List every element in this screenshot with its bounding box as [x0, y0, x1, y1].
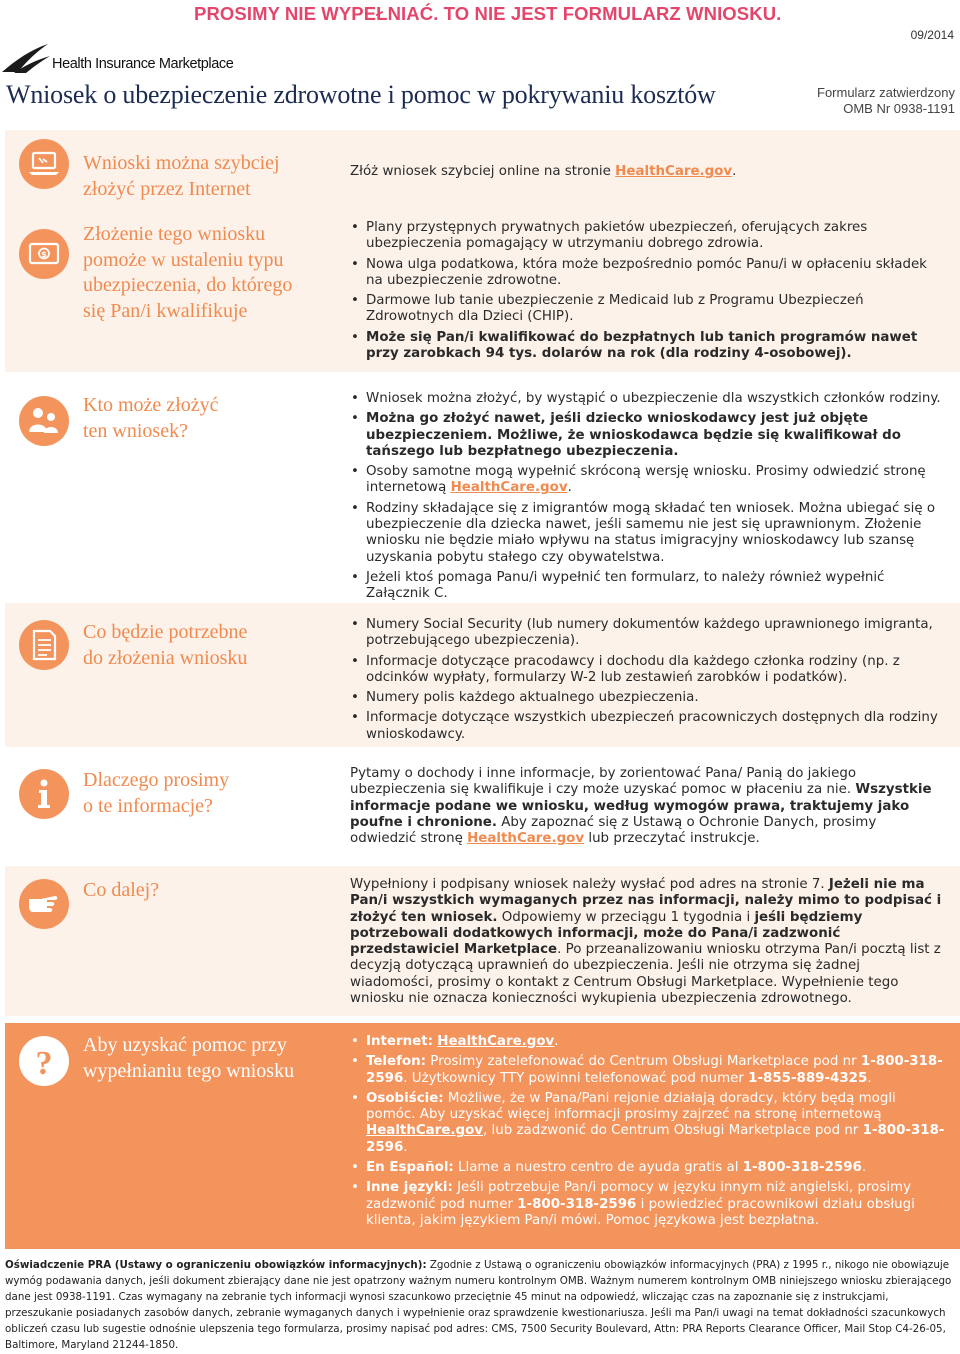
healthcare-gov-link[interactable]: HealthCare.gov	[615, 164, 733, 179]
list-item	[350, 1160, 945, 1176]
next-text	[350, 877, 945, 1007]
marketplace-logo-text: Health Insurance Marketplace	[52, 56, 234, 72]
document-icon	[19, 620, 69, 670]
list-item	[350, 1091, 945, 1156]
not-a-form-warning: PROSIMY NIE WYPEŁNIAĆ. TO NIE JEST FORMULARZ WNIOSKU.	[194, 3, 782, 24]
form-date: 09/2014	[910, 28, 954, 42]
why-text	[350, 766, 945, 847]
help-list	[350, 220, 945, 366]
phone-text: Prosimy zatelefonować do Centrum Obsługi Marketplace pod nr	[426, 1054, 861, 1070]
spanish-end: .	[861, 1160, 867, 1176]
in-person-text-2: , lub zadzwonić do Centrum Obsługi Marketplace pod nr	[483, 1123, 863, 1139]
pointing-hand-icon	[19, 879, 69, 929]
online-text	[350, 164, 945, 180]
other-languages-text-2: i powiedzieć pracownikowi działu obsługi klienta, jakim językiem Pan/i mówi. Pomoc językowa jest bezpłatna.	[366, 1196, 915, 1228]
online-text-end: .	[732, 164, 737, 179]
question-icon	[19, 1036, 69, 1086]
people-icon	[19, 396, 69, 446]
money-icon	[19, 229, 69, 279]
in-person-end: .	[403, 1139, 408, 1155]
in-person-number[interactable]: 1-800-318-2596	[366, 1123, 945, 1155]
help-heading-line: pomoże w ustaleniu typu	[83, 248, 284, 271]
help-heading	[83, 222, 292, 324]
online-heading	[83, 151, 280, 202]
why-text-4: lub przeczytać instrukcje.	[584, 831, 760, 847]
why-heading-line: Dlaczego prosimy	[83, 769, 230, 791]
list-item-bold: Można go złożyć nawet, jeśli dziecko wnioskodawcy jest już objęte ubezpieczeniem. Możliwe, że wnioskodawca będzie się kwalifikował do tańszego lub bezpłatnego ubezpieczenia.	[366, 411, 901, 459]
why-text-1: Pytamy o dochody i inne informacje, by zorientować Pana/ Panią do jakiego ubezpieczenia się kwalifikuje i czy może uzyskać pomoc w płaceniu za nie.	[350, 766, 857, 798]
list-item-end: .	[567, 480, 572, 496]
healthcare-gov-link[interactable]: HealthCare.gov	[437, 1034, 555, 1049]
phone-number[interactable]: 1-800-318-2596	[366, 1054, 943, 1086]
assist-heading-line: wypełnianiu tego wniosku	[83, 1059, 295, 1082]
online-text-body: Złóż wniosek szybciej online na stronie	[350, 164, 616, 179]
healthcare-gov-link[interactable]: HealthCare.gov	[366, 1123, 483, 1139]
tty-number[interactable]: 1-855-889-4325	[748, 1070, 868, 1086]
pra-statement	[5, 1257, 957, 1353]
phone-end: .	[867, 1070, 872, 1086]
section-needed	[5, 603, 960, 747]
page-title: Wniosek o ubezpieczenie zdrowotne i pomoc w pokrywaniu kosztów	[6, 80, 716, 109]
why-heading-line: o te informacje?	[83, 794, 213, 817]
pra-text: Zgodnie z Ustawą o ograniczeniu obowiązków informacyjnych (PRA) z 1995 r., nikogo nie obowiązuje wymóg podawania danych, jeśli dokument zbierający dane nie jest opatrzony ważnym numeru kontrolnym OMB. Ważnym numerem kontrolnym OMB niniejszego wniosku zbierającego dane jest 0938-1191. Czas wymagany na zebranie tych informacji wynosi szacunkowo przeciętnie 45 minut na odpowiedź, wliczając czas na zapoznanie się z instrukcjami, przeszukanie posiadanych zasobów danych, zebranie wymaganych danych i wypełnienie oraz sprawdzenie kwestionariusza. Jeśli ma Pan/i uwagi na temat dokładności szacunkowych obliczeń czasu lub sugestie odnośnie ulepszenia tego formularza, prosimy napisać pod adres: CMS, 7500 Security Boulevard, Attn: PRA Reports Clearance Officer, Mail Stop C4-26-05, Baltimore, Maryland 21244-1850.	[5, 1259, 952, 1351]
spanish-number[interactable]: 1-800-318-2596	[742, 1160, 862, 1176]
svg-text:?: ?	[35, 1045, 53, 1082]
who-heading-line: ten wniosek?	[83, 419, 188, 442]
phone-label: Telefon:	[366, 1054, 427, 1070]
form-approval	[817, 85, 955, 117]
laptop-icon	[19, 139, 69, 189]
list-item: • Rodziny składające się z imigrantów mogą składać ten wniosek. Można ubiegać się o ubezpieczenie dla dziecka nawet, jeśli samemu nie jest się uprawnionym. Złożenie wniosku nie będzie miało wpływu na status imigracyjny wnioskodawcy lub szansę uzyskania pobytu stałego czy obywatelstwa.	[350, 501, 945, 566]
section-who	[5, 380, 960, 602]
pra-label: Oświadczenie PRA (Ustawy o ograniczeniu obowiązków informacyjnych):	[5, 1259, 427, 1271]
other-languages-number[interactable]: 1-800-318-2596	[517, 1196, 637, 1212]
list-item	[350, 1180, 945, 1229]
section-online-help	[5, 130, 960, 372]
internet-end: .	[554, 1034, 559, 1049]
assist-heading	[83, 1033, 294, 1084]
omb-number: OMB Nr 0938-1191	[843, 101, 955, 116]
next-text-bold: Jeżeli nie ma Pan/i wszystkich wymaganych przez nas informacji, należy mimo to podpisać i złożyć ten wniosek.	[350, 877, 942, 925]
section-why	[5, 752, 960, 858]
section-next	[5, 866, 960, 1016]
info-icon	[19, 769, 69, 819]
phone-text-2: . Użytkownicy TTY powinni telefonować pod numer	[403, 1070, 749, 1086]
internet-label: Internet:	[366, 1034, 433, 1049]
online-heading-line: złożyć przez Internet	[83, 177, 251, 200]
list-item: • Nowa ulga podatkowa, która może bezpośrednio pomóc Panu/i w opłaceniu składek na ubezpieczenie zdrowotne.	[350, 257, 945, 290]
next-heading-line: Co dalej?	[83, 879, 160, 901]
list-item	[350, 330, 945, 363]
spanish-text: Llame a nuestro centro de ayuda gratis al	[453, 1160, 743, 1176]
healthcare-gov-link[interactable]: HealthCare.gov	[467, 831, 585, 847]
needed-list	[350, 617, 945, 747]
section-assist	[5, 1023, 960, 1249]
help-heading-line: ubezpieczenia, do którego	[83, 274, 293, 296]
list-item-bold: Może się Pan/i kwalifikować do bezpłatnych lub tanich programów nawet przy zarobkach 94 tys. dolarów na rok (dla rodziny 4-osobowej).	[366, 329, 918, 362]
list-item: • Numery polis każdego aktualnego ubezpieczenia.	[350, 690, 945, 706]
next-text-3: Odpowiemy w przeciągu 1 tygodnia i	[497, 909, 755, 925]
other-languages-text: Jeśli potrzebuje Pan/i pomocy w języku innym niż angielski, prosimy zadzwonić pod numer	[366, 1180, 912, 1212]
in-person-text: Możliwe, że w Pana/Pani rejonie działają doradcy, który będą mogli pomóc. Aby uzyskać więcej informacji prosimy zajrzeć na stronę internetową	[366, 1090, 896, 1123]
next-text-1: Wypełniony i podpisany wniosek należy wysłać pod adres na stronie 7.	[350, 877, 829, 892]
needed-heading-line: Co będzie potrzebne	[83, 621, 248, 643]
list-item	[350, 411, 945, 460]
assist-list	[350, 1034, 945, 1233]
healthcare-gov-link[interactable]: HealthCare.gov	[450, 480, 568, 496]
why-heading	[83, 768, 229, 819]
help-heading-line: Złożenie tego wniosku	[83, 223, 266, 245]
who-list	[350, 391, 945, 607]
who-heading	[83, 393, 219, 444]
list-item: • Darmowe lub tanie ubezpieczenie z Medicaid lub z Programu Ubezpieczeń Zdrowotnych dla Dzieci (CHIP).	[350, 293, 945, 326]
who-heading-line: Kto może złożyć	[83, 394, 219, 416]
online-heading-line: Wnioski można szybciej	[83, 152, 280, 174]
help-heading-line: się Pan/i kwalifikuje	[83, 299, 248, 322]
list-item	[350, 1054, 945, 1087]
list-item-text: Osoby samotne mogą wypełnić skróconą wersję wniosku. Prosimy odwiedzić stronę internetową	[366, 464, 926, 496]
other-languages-label: Inne języki:	[366, 1180, 453, 1196]
list-item: • Plany przystępnych prywatnych pakietów ubezpieczeń, oferujących zakres ubezpieczenia pomagający w utrzymaniu dobrego zdrowia.	[350, 220, 945, 253]
list-item	[350, 1034, 945, 1050]
form-approved-label: Formularz zatwierdzony	[817, 85, 955, 100]
spanish-label: En Español:	[366, 1160, 454, 1176]
assist-heading-line: Aby uzyskać pomoc przy	[83, 1034, 287, 1056]
why-text-3: Aby zapoznać się z Ustawą o Ochronie Danych, prosimy odwiedzić stronę	[350, 814, 877, 847]
in-person-label: Osobiście:	[366, 1090, 444, 1106]
why-text-bold: Wszystkie informacje podane we wniosku, według wymogów prawa, traktujemy jako poufne i chronione.	[350, 782, 932, 830]
list-item: • Numery Social Security (lub numery dokumentów każdego uprawnionego imigranta, potrzebującego ubezpieczenia).	[350, 617, 945, 650]
list-item: • Wniosek można złożyć, by wystąpić o ubezpieczenie dla wszystkich członków rodziny.	[350, 391, 945, 407]
next-text-bold-2: jeśli będziemy potrzebowali dodatkowych informacji, może do Pana/i zadzwonić przedstawiciel Marketplace	[350, 909, 863, 958]
next-text-5: . Po przeanalizowaniu wniosku otrzyma Pan/i pocztą list z decyzją dotyczącą uprawnień do ubezpieczenia. Jeśli nie otrzyma się żadnej wiadomości, prosimy o kontakt z Centrum Obsługi Marketplace. Wypełnienie tego wniosku nie oznacza konieczności wykupienia ubezpieczenia zdrowotnego.	[350, 942, 941, 1007]
list-item	[350, 464, 945, 497]
next-heading	[83, 878, 159, 904]
needed-heading	[83, 620, 247, 671]
needed-heading-line: do złożenia wniosku	[83, 646, 248, 669]
svg-text:$: $	[41, 250, 47, 259]
list-item: • Informacje dotyczące pracodawcy i dochodu dla każdego członka rodziny (np. z odcinków wypłaty, formularzy W-2 lub zestawień zarobków i podatków).	[350, 654, 945, 687]
list-item: • Informacje dotyczące wszystkich ubezpieczeń pracowniczych dostępnych dla rodziny wnioskodawcy.	[350, 710, 945, 743]
list-item: • Jeżeli ktoś pomaga Panu/i wypełnić ten formularz, to należy również wypełnić Załącznik C.	[350, 570, 945, 603]
